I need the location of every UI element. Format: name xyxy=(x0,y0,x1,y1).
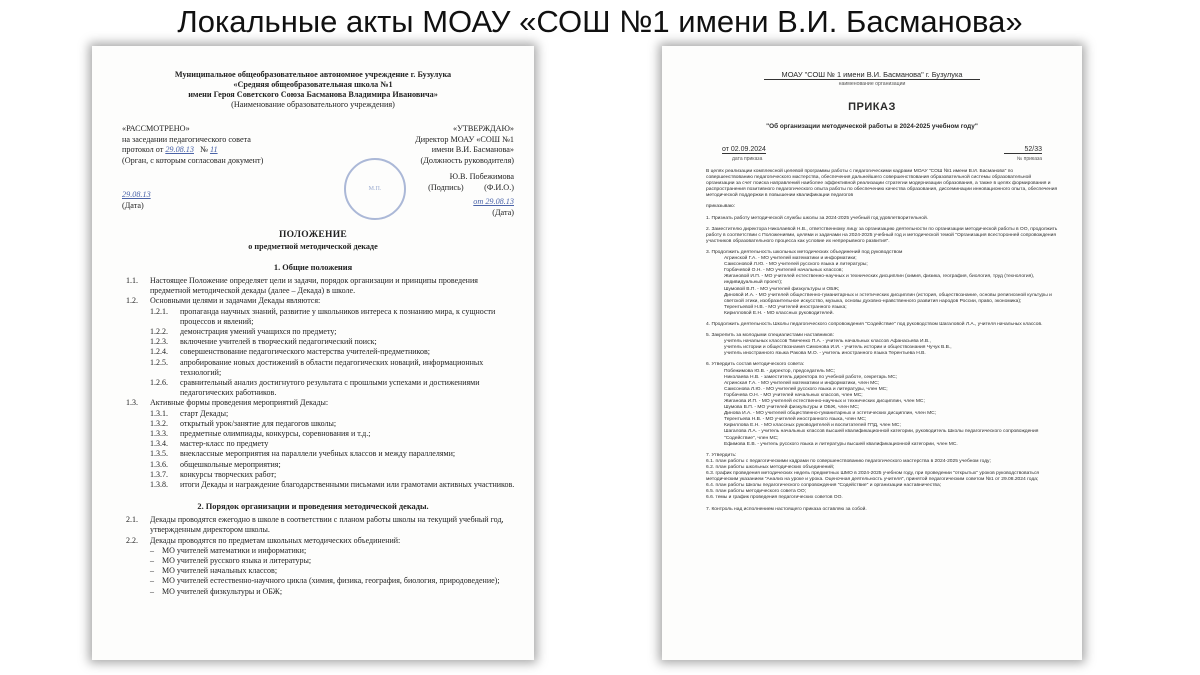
order-intro: В целях реализации комплексной целевой программы работы с педагогическими кадрами МОАУ "СОШ №1 имени В.И. Басманова" по совершенствованию педагогического мастерства, обеспечения дальнейшего совершенствования образовательной системы образовательной организации за счет поиска направлений наиболее эффективной реализации стратегии модернизации образования, а также в целях формирования и распространения позитивного педагогического опыта работы по обеспечению качества образования, диссеминации инновационного опыта, обеспечения методической поддержки в повышении квалификации педагогов xyxy=(706,169,1058,199)
signature-captions xyxy=(314,183,514,194)
approved-line: Директор МОАУ «СОШ №1 xyxy=(415,134,514,144)
order-date-number xyxy=(722,146,1042,164)
approved-date-caption: (Дата) xyxy=(492,207,514,217)
order-list-item: Терентьевой Н.В. - МО учителей иностранного языка; xyxy=(724,304,847,310)
list-item: – МО учителей русского языка и литературы; xyxy=(150,556,312,566)
order-list-item: Побежимова Ю.В. - директор, председатель МС; xyxy=(724,368,836,374)
order-list-item: Жиганова И.П. - МО учителей естественно-научных и технических дисциплин, член МС; xyxy=(724,399,925,404)
order-list-item: Шумова В.П. - МО учителей физкультуры и ОБЖ, член МС; xyxy=(724,405,860,411)
order-list-item: 6.2. план работы школьных методических объединений; xyxy=(706,464,835,470)
considered-label: «РАССМОТРЕНО» xyxy=(122,124,190,133)
considered-date-caption: (Дата) xyxy=(122,200,144,210)
order-list-item: Ефимова Е.В. - учитель русского языка и литературы высшей квалификационной категории, член МС. xyxy=(724,441,958,447)
org-caption: наименование организации xyxy=(838,81,906,87)
considered-line: на заседании педагогического совета xyxy=(122,134,251,144)
clause: 1.1. Настоящее Положение определяет цели и задачи, порядок организации и принципы проведения предметной методической декады (далее – Декада) в школе. xyxy=(126,276,478,296)
order-list-item: Агринская Г.А. - МО учителей математики и информатики, член МС; xyxy=(724,380,880,386)
order-point: 6. Утвердить состав методического совета: xyxy=(706,362,805,368)
order-list-item: Шагалова Л.А. - учитель начальных классов высшей квалификационной категории, руководитель Школы педагогического сопровождения "Содействие", член МС; xyxy=(724,429,1039,441)
list-item: – МО учителей математики и информатики; xyxy=(150,545,307,555)
order-word: приказываю: xyxy=(706,204,736,210)
order-list-item: Николаева Н.В. - заместитель директора по учебной работе, секретарь МС; xyxy=(724,374,897,380)
order-list-item: учитель иностранного языка Ракова М.О. - учитель иностранного языка Терентьева Н.В. xyxy=(724,351,926,357)
section-title: 1. Общие положения xyxy=(273,263,353,272)
sub-clause: 1.3.7. конкурсы творческих работ; xyxy=(150,469,277,479)
order-list-item: Кириллова Е.Н. - МО классных руководителей и воспитателей ГПД, член МС; xyxy=(724,423,901,429)
list-item: – МО учителей начальных классов; xyxy=(150,566,278,576)
order-list-item: Шумовой В.П. - МО учителей физкультуры и ОБЖ; xyxy=(724,286,840,292)
order-list-item: Горбачева О.Н. - МО учителей начальных классов, член МС; xyxy=(724,392,863,398)
sub-clause: 1.3.6. общешкольные мероприятия; xyxy=(150,459,281,469)
sub-clause: 1.2.1. пропаганда научных знаний, развитие у школьников интереса к познанию мира, к сущности процессов и явлений; xyxy=(150,306,496,326)
order-list-item: Диновой И.А. - МО учителей общественно-гуманитарных и эстетических дисциплин (история, обществознание, основы религиозной культуры и светской этики, изобразительное искусство, музыка, основы духовно-нравственного развития народов России, право, экономика); xyxy=(724,292,1052,304)
list-item: – МО учителей естественно-научного цикла (химия, физика, география, биология, природоведение); xyxy=(150,576,500,586)
sub-clause: 1.2.3. включение учителей в творческий педагогический поиск; xyxy=(150,337,377,347)
protocol-number: 11 xyxy=(209,145,218,154)
order-document xyxy=(662,46,1082,660)
header-line: «Средняя общеобразовательная школа №1 xyxy=(233,80,393,89)
approved-line: имени В.И. Басманова» xyxy=(431,145,514,154)
protocol-date: 29.08.13 xyxy=(165,145,194,154)
position-caption: (Должность руководителя) xyxy=(420,155,514,165)
order-point: 4. Продолжить деятельность Школы педагогического сопровождения "Содействие" под руководством Шагаловой Л.А., учителя начальных классов. xyxy=(706,321,1043,327)
order-list-item: Кирилловой Е.Н. - МО классных руководителей. xyxy=(724,310,834,316)
sub-clause: 1.3.5. внеклассные мероприятия на параллели учебных классов и между параллелями; xyxy=(150,449,456,459)
order-list-item: учитель истории и обществознания Симонова И.И. - учитель истории и обществознания Чучук В.В., xyxy=(724,345,952,351)
considered-block xyxy=(122,124,322,211)
org-caption: (Орган, с которым согласован документ) xyxy=(122,155,264,165)
considered-date: 29.08.13 xyxy=(122,190,151,199)
clause: 2.1. Декады проводятся ежегодно в школе в соответствии с планом работы школы на текущий учебный год, утвержденным директором школы. xyxy=(126,515,504,535)
list-item: – МО учителей физкультуры и ОБЖ; xyxy=(150,586,283,596)
order-list-item: Жигановой И.П. - МО учителей естественно-научных и технических дисциплин (химия, физика, география, биология, труд (технология), индивидуальный проект); xyxy=(724,274,1035,286)
order-list-item: 6.6. темы и график проведения педагогических советов ОО. xyxy=(706,495,843,501)
header-line: Муниципальное общеобразовательное автономное учреждение г. Бузулука xyxy=(174,70,452,79)
order-list-item: Горбачевой О.Н. - МО учителей начальных классов; xyxy=(724,268,843,274)
order-list-item: 6.1. план работы с педагогическими кадрами по совершенствованию педагогического мастерства в 2024-2025 учебном году; xyxy=(706,458,991,464)
order-list-item: учитель начальных классов Тимченко П.А. - учитель начальных классов Афанасьева И.В., xyxy=(724,339,931,345)
order-point: 7. Утвердить: xyxy=(706,452,737,458)
order-list-item: 6.3. график проведения методических недель предметных ШМО в 2024-2025 учебном году, при проведении "открытых" уроков руководствоваться методическим указанием "Анализ на уроке и урока. Оценочная деятельность учителя", принятой педагогическим советом №1 от 29.08.2024 года; xyxy=(706,471,1040,483)
order-list-item: Агринской Г.А. - МО учителей математики и информатики; xyxy=(724,256,857,262)
sub-clause: 1.2.2. демонстрация умений учащихся по предмету; xyxy=(150,327,337,337)
sub-clause: 1.3.1. старт Декады; xyxy=(150,408,229,418)
order-subject: "Об организации методической работы в 2024-2025 учебном году" xyxy=(766,123,978,130)
clause: 2.2. Декады проводятся по предметам школьных методических объединений: xyxy=(126,535,401,545)
sub-clause: 1.2.6. сравнительный анализ достигнутого результата с прошлыми успехами и достижениями педагогических работников. xyxy=(150,378,480,398)
order-list-item: Терентьева Н.В. - МО учителей иностранного языка, член МС; xyxy=(724,417,867,423)
sub-clause: 1.3.4. мастер-класс по предмету xyxy=(150,439,269,449)
order-number-caption: № приказа xyxy=(1016,156,1042,162)
order-list-item: 6.5. план работы методического совета ОО; xyxy=(706,489,807,495)
protocol-no-label: № xyxy=(200,145,208,154)
header-caption: (Наименование образовательного учреждения) xyxy=(231,100,395,109)
sub-clause: 1.2.5. апробирование новых достижений в области педагогических новаций, информационных технологий; xyxy=(150,357,484,377)
order-date-caption: дата приказа xyxy=(732,156,763,162)
clause: 1.3. Активные формы проведения мероприятий Декады: xyxy=(126,398,329,408)
document-title: ПОЛОЖЕНИЕ xyxy=(278,230,348,240)
order-point: 2. Заместителю директора Николаевой Н.В., ответственному лицу за организацию деятельности по организации методической работы в ОО, продолжить работу в соответствии с Положениями, целями и задачами на 2024-2025 учебный год и методической темой "Организация всесторонней сопровождения участников образовательного процесса как условие их непрерывного развития". xyxy=(706,226,1058,244)
director-name: Ю.В. Побежимова xyxy=(449,172,514,181)
order-list-item: 6.4. план работы Школы педагогического сопровождения "Содействие" и организации наставничества; xyxy=(706,483,942,489)
school-header xyxy=(92,70,534,110)
sub-clause: 1.3.2. открытый урок/занятие для педагогов школы; xyxy=(150,418,337,428)
order-point: 1. Признать работу методической службы школы за 2024-2025 учебный год удовлетворительной. xyxy=(706,215,929,221)
sub-clause: 1.3.8. итоги Декады и награждение благодарственными письмами или грамотами активных участников. xyxy=(150,480,515,490)
regulation-document xyxy=(92,46,534,660)
signature-caption: (Подпись) xyxy=(428,182,464,192)
slide-title: Локальные акты МОАУ «СОШ №1 имени В.И. Басманова» xyxy=(177,4,1023,39)
order-list-item: Динова И.А. - МО учителей общественно-гуманитарных и эстетических дисциплин, член МС; xyxy=(724,411,937,417)
org-name: МОАУ "СОШ № 1 имени В.И. Басманова" г. Бузулука xyxy=(662,70,1082,79)
protocol-line xyxy=(122,145,322,156)
fio-caption: (Ф.И.О.) xyxy=(484,182,514,192)
order-point: 3. Продолжить деятельность школьных методических объединений под руководством xyxy=(706,249,903,255)
clause: 1.2. Основными целями и задачами Декады являются: xyxy=(126,296,321,306)
sub-clause: 1.3.3. предметные олимпиады, конкурсы, соревнования и т.д.; xyxy=(150,429,371,439)
order-date: от 02.09.2024 xyxy=(722,146,766,153)
order-number: 52/33 xyxy=(1004,146,1042,154)
approved-label: «УТВЕРЖДАЮ» xyxy=(453,124,514,133)
order-title: ПРИКАЗ xyxy=(848,101,896,113)
section-title: 2. Порядок организации и проведения методической декады. xyxy=(197,502,429,512)
approval-block xyxy=(104,124,522,224)
sub-clause: 1.2.4. совершенствование педагогического мастерства учителей-предметников; xyxy=(150,347,431,357)
approved-date: от 29.08.13 xyxy=(473,197,514,206)
order-list-item: Самсонова Л.Ю. - МО учителей русского языка и литературы, член МС; xyxy=(724,386,888,392)
header-line: имени Героя Советского Союза Басманова Владимира Ивановича» xyxy=(188,90,438,99)
protocol-prefix: протокол от xyxy=(122,145,164,154)
seal-stamp: М.П. xyxy=(344,158,406,220)
order-list-item: Самсоновой Л.Ю. - МО учителей русского языка и литературы; xyxy=(724,262,868,268)
approved-block xyxy=(314,124,514,218)
order-point: 7. Контроль над исполнением настоящего приказа оставляю за собой. xyxy=(706,506,867,512)
order-point: 5. Закрепить за молодыми специалистами наставников: xyxy=(706,333,834,339)
document-subtitle: о предметной методической декаде xyxy=(248,242,378,251)
